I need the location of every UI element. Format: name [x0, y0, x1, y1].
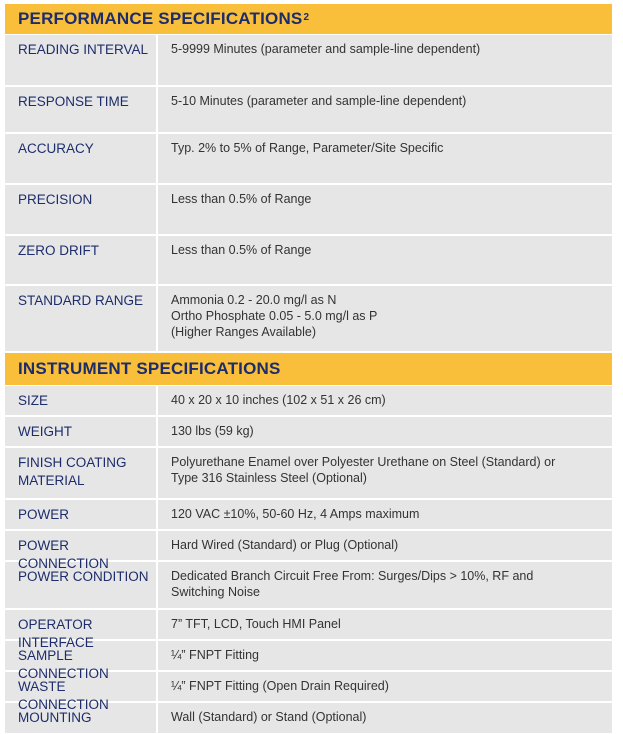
performance-table — [5, 35, 612, 353]
spec-value-line: ¼” FNPT Fitting — [171, 648, 259, 662]
spec-label: POWER CONNECTION — [5, 531, 158, 560]
spec-label: POWER CONDITION — [5, 562, 158, 608]
spec-row-response-time — [5, 87, 612, 134]
spec-row-accuracy — [5, 134, 612, 185]
spec-value — [158, 35, 612, 85]
spec-value-line: Type 316 Stainless Steel (Optional) — [171, 471, 367, 485]
spec-value — [158, 610, 612, 639]
spec-value-line: ¼” FNPT Fitting (Open Drain Required) — [171, 679, 389, 693]
spec-row-weight — [5, 417, 612, 448]
spec-row-operator-interface — [5, 610, 612, 650]
performance-title: PERFORMANCE SPECIFICATIONS — [18, 9, 303, 28]
spec-row-waste-connection — [5, 672, 612, 712]
spec-value-line: Dedicated Branch Circuit Free From: Surges/Dips > 10%, RF and — [171, 569, 534, 583]
spec-value-line: Wall (Standard) or Stand (Optional) — [171, 710, 367, 724]
instrument-title: INSTRUMENT SPECIFICATIONS — [18, 359, 281, 378]
spec-label: STANDARD RANGE — [5, 286, 158, 351]
spec-value-line: 40 x 20 x 10 inches (102 x 51 x 26 cm) — [171, 393, 386, 407]
spec-row-sample-connection — [5, 641, 612, 681]
spec-value-line: 5-9999 Minutes (parameter and sample-line dependent) — [171, 42, 481, 56]
spec-value-line: Ammonia 0.2 - 20.0 mg/l as N — [171, 293, 337, 307]
spec-row-power-connection — [5, 531, 612, 571]
spec-label: READING INTERVAL — [5, 35, 158, 85]
performance-header — [5, 4, 612, 35]
spec-value — [158, 672, 612, 701]
instrument-table — [5, 386, 612, 733]
spec-value-line: Polyurethane Enamel over Polyester Urethane on Steel (Standard) or — [171, 455, 556, 469]
spec-row-finish-coating — [5, 448, 612, 500]
spec-value-line: 7” TFT, LCD, Touch HMI Panel — [171, 617, 341, 631]
spec-label: MOUNTING — [5, 703, 158, 733]
spec-value-line: 120 VAC ±10%, 50-60 Hz, 4 Amps maximum — [171, 507, 420, 521]
spec-row-power — [5, 500, 612, 531]
spec-value — [158, 185, 612, 234]
spec-value-line: Less than 0.5% of Range — [171, 243, 312, 257]
spec-value — [158, 286, 612, 351]
spec-value — [158, 641, 612, 670]
spec-row-zero-drift — [5, 236, 612, 286]
spec-value-line: Hard Wired (Standard) or Plug (Optional) — [171, 538, 399, 552]
spec-value — [158, 703, 612, 733]
spec-label: ZERO DRIFT — [5, 236, 158, 284]
spec-value-line: (Higher Ranges Available) — [171, 325, 316, 339]
spec-value — [158, 562, 612, 608]
footnote-marker: 2 — [303, 11, 310, 23]
spec-row-power-condition — [5, 562, 612, 610]
spec-value-line: Ortho Phosphate 0.05 - 5.0 mg/l as P — [171, 309, 378, 323]
spec-value-line: Switching Noise — [171, 585, 260, 599]
spec-value — [158, 531, 612, 560]
spec-label: SAMPLE CONNECTION — [5, 641, 158, 670]
spec-value — [158, 448, 612, 498]
spec-label: WEIGHT — [5, 417, 158, 446]
spec-value-line: 5-10 Minutes (parameter and sample-line dependent) — [171, 94, 467, 108]
spec-row-size — [5, 386, 612, 417]
spec-label: POWER — [5, 500, 158, 529]
spec-sheet — [5, 4, 612, 733]
spec-value — [158, 236, 612, 284]
spec-label: ACCURACY — [5, 134, 158, 183]
spec-label: OPERATOR INTERFACE — [5, 610, 158, 639]
spec-label: WASTE CONNECTION — [5, 672, 158, 701]
spec-label: SIZE — [5, 386, 158, 415]
spec-value — [158, 417, 612, 446]
spec-value — [158, 87, 612, 132]
spec-value — [158, 134, 612, 183]
spec-row-standard-range — [5, 286, 612, 353]
spec-value-line: 130 lbs (59 kg) — [171, 424, 254, 438]
spec-row-reading-interval — [5, 35, 612, 87]
spec-value — [158, 500, 612, 529]
spec-label: FINISH COATING MATERIAL — [5, 448, 158, 498]
spec-value-line: Typ. 2% to 5% of Range, Parameter/Site Specific — [171, 141, 444, 155]
spec-value-line: Less than 0.5% of Range — [171, 192, 312, 206]
spec-row-mounting — [5, 703, 612, 733]
instrument-header — [5, 353, 612, 386]
spec-label: RESPONSE TIME — [5, 87, 158, 132]
spec-label: PRECISION — [5, 185, 158, 234]
spec-row-precision — [5, 185, 612, 236]
spec-value — [158, 386, 612, 415]
